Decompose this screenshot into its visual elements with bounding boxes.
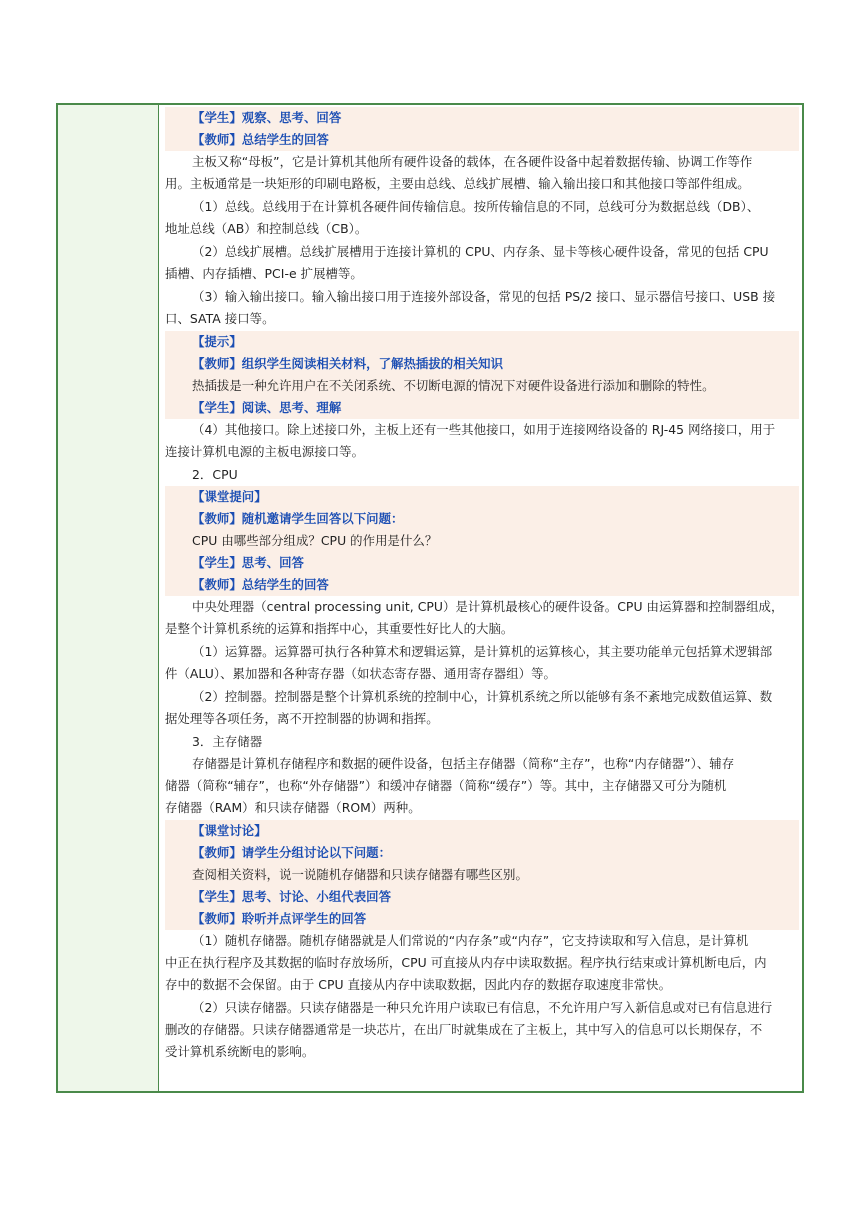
- paragraph: [165, 241, 799, 285]
- paragraph-line: 地址总线（AB）和控制总线（CB）。: [165, 221, 368, 236]
- paragraph-line: （2）总线扩展槽。总线扩展槽用于连接计算机的 CPU、内存条、显卡等核心硬件设备，常见的包括 CPU: [192, 244, 769, 259]
- paragraph-line: 是整个计算机系统的运算和指挥中心，其重要性好比人的大脑。: [165, 621, 514, 636]
- paragraph: [165, 596, 799, 640]
- paragraph-line: 存储器是计算机存储程序和数据的硬件设备，包括主存储器（简称“主存”，也称“内存储器”）、辅存: [192, 756, 735, 771]
- role-label: 【课堂提问】: [165, 486, 799, 508]
- paragraph-line: 据处理等各项任务，离不开控制器的协调和指挥。: [165, 711, 439, 726]
- paragraph-line: 插槽、内存插槽、PCI-e 扩展槽等。: [165, 266, 363, 281]
- paragraph-line: （3）输入输出接口。输入输出接口用于连接外部设备，常见的包括 PS/2 接口、显示器信号接口、USB 接: [192, 289, 776, 304]
- paragraph-line: （1）运算器。运算器可执行各种算术和逻辑运算，是计算机的运算核心，其主要功能单元包括算术逻辑部: [192, 644, 773, 659]
- paragraph-line: （2）控制器。控制器是整个计算机系统的控制中心，计算机系统之所以能够有条不紊地完成数值运算、数: [192, 689, 773, 704]
- role-label: 【教师】聆听并点评学生的回答: [165, 908, 799, 930]
- paragraph-line: 存中的数据不会保留。由于 CPU 直接从内存中读取数据，因此内存的数据存取速度非常快。: [165, 977, 672, 992]
- lesson-table: [56, 103, 804, 1093]
- paragraph: [165, 641, 799, 685]
- paragraph-line: 受计算机系统断电的影响。: [165, 1044, 315, 1059]
- section-heading: 3．主存储器: [192, 734, 263, 749]
- left-column-cell: [58, 105, 159, 1091]
- paragraph: [165, 686, 799, 730]
- lesson-content: [165, 107, 799, 1064]
- highlight-text: 热插拔是一种允许用户在不关闭系统、不切断电源的情况下对硬件设备进行添加和删除的特性。: [165, 375, 799, 397]
- role-label: 【学生】思考、回答: [165, 552, 799, 574]
- paragraph-line: 件（ALU）、累加器和各种寄存器（如状态寄存器、通用寄存器组）等。: [165, 666, 556, 681]
- paragraph-line: 删改的存储器。只读存储器通常是一块芯片，在出厂时就集成在了主板上，其中写入的信息可以长期保存，不: [165, 1022, 763, 1037]
- role-label: 【教师】请学生分组讨论以下问题：: [165, 842, 799, 864]
- paragraph-line: 中央处理器（central processing unit, CPU）是计算机最核心的硬件设备。CPU 由运算器和控制器组成，: [192, 599, 784, 614]
- paragraph-line: 用。主板通常是一块矩形的印刷电路板，主要由总线、总线扩展槽、输入输出接口和其他接口等部件组成。: [165, 176, 750, 191]
- paragraph-line: （4）其他接口。除上述接口外，主板上还有一些其他接口，如用于连接网络设备的 RJ-45 网络接口，用于: [192, 422, 776, 437]
- paragraph: [165, 286, 799, 330]
- paragraph: [165, 151, 799, 195]
- highlight-text: CPU 由哪些部分组成？CPU 的作用是什么？: [165, 530, 799, 552]
- paragraph-line: （2）只读存储器。只读存储器是一种只允许用户读取已有信息，不允许用户写入新信息或对已有信息进行: [192, 1000, 773, 1015]
- paragraph: [165, 419, 799, 463]
- paragraph-line: （1）随机存储器。随机存储器就是人们常说的“内存条”或“内存”，它支持读取和写入信息，是计算机: [192, 933, 749, 948]
- paragraph-line: 主板又称“母板”，它是计算机其他所有硬件设备的载体，在各硬件设备中起着数据传输、协调工作等作: [192, 154, 753, 169]
- section-heading: 2．CPU: [192, 467, 238, 482]
- role-label: 【教师】总结学生的回答: [165, 574, 799, 596]
- paragraph: [165, 196, 799, 240]
- paragraph-line: 中正在执行程序及其数据的临时存放场所，CPU 可直接从内存中读取数据。程序执行结束或计算机断电后，内: [165, 955, 767, 970]
- role-label: 【学生】阅读、思考、理解: [165, 397, 799, 419]
- role-label: 【教师】组织学生阅读相关材料，了解热插拔的相关知识: [165, 353, 799, 375]
- paragraph-line: 口、SATA 接口等。: [165, 311, 275, 326]
- paragraph-line: （1）总线。总线用于在计算机各硬件间传输信息。按所传输信息的不同，总线可分为数据总线（DB）、: [192, 199, 760, 214]
- role-label: 【学生】观察、思考、回答: [165, 107, 799, 129]
- paragraph: [165, 997, 799, 1063]
- paragraph: [165, 753, 799, 819]
- role-label: 【课堂讨论】: [165, 820, 799, 842]
- paragraph-line: 连接计算机电源的主板电源接口等。: [165, 444, 365, 459]
- role-label: 【学生】思考、讨论、小组代表回答: [165, 886, 799, 908]
- paragraph-line: 存储器（RAM）和只读存储器（ROM）两种。: [165, 800, 421, 815]
- highlight-text: 查阅相关资料，说一说随机存储器和只读存储器有哪些区别。: [165, 864, 799, 886]
- paragraph: [165, 930, 799, 996]
- role-label: 【教师】总结学生的回答: [165, 129, 799, 151]
- role-label: 【教师】随机邀请学生回答以下问题：: [165, 508, 799, 530]
- role-label: 【提示】: [165, 331, 799, 353]
- paragraph-line: 储器（简称“辅存”，也称“外存储器”）和缓冲存储器（简称“缓存”）等。其中，主存储器又可分为随机: [165, 778, 727, 793]
